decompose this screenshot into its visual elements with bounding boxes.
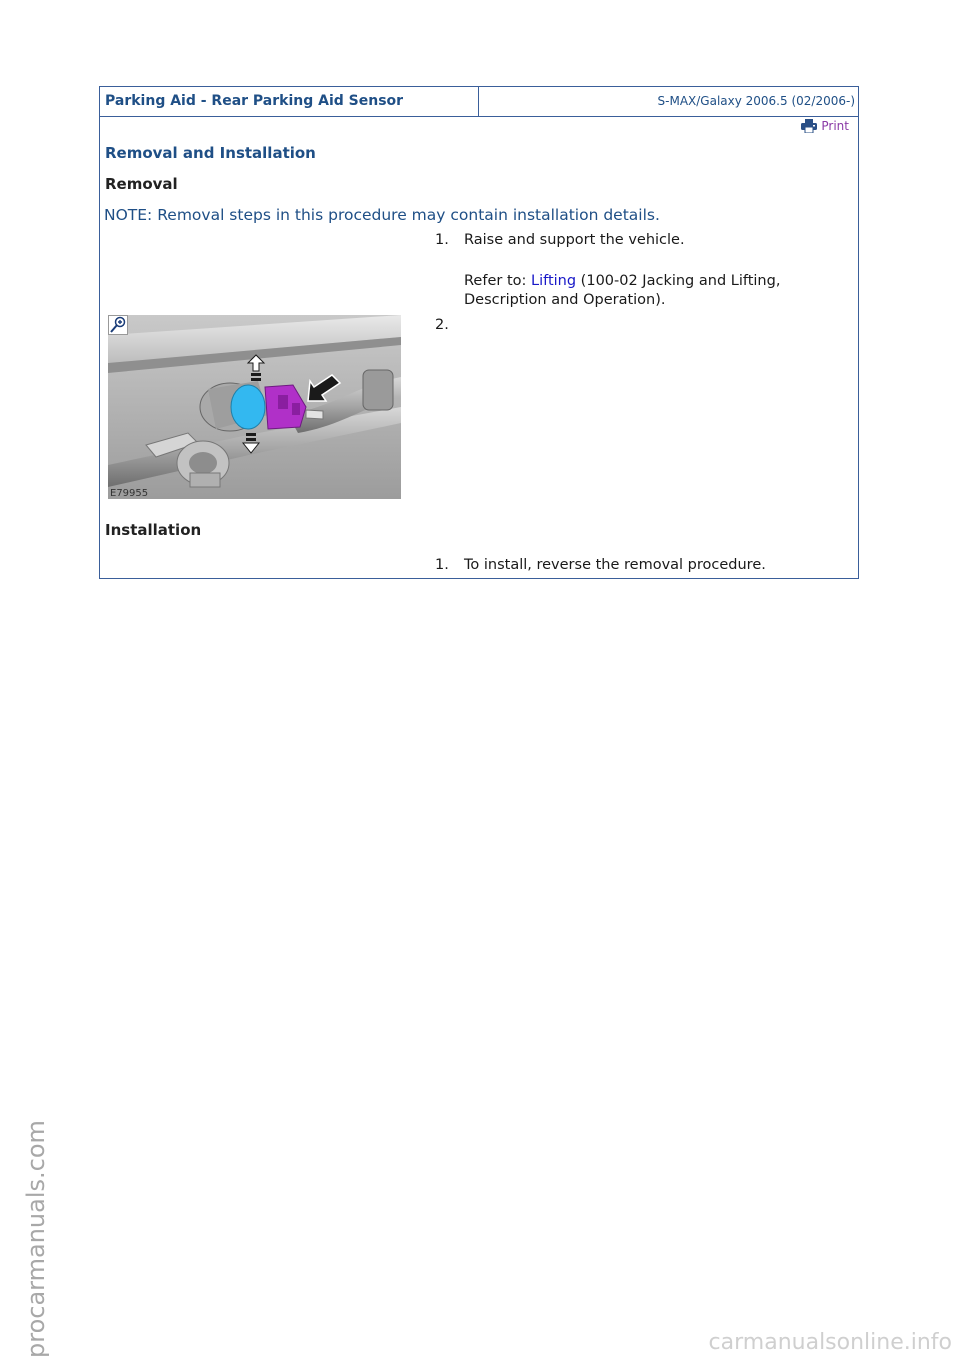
magnify-zoom-icon[interactable] [108,315,128,335]
installation-heading: Installation [105,521,202,539]
side-watermark: procarmanuals.com [22,1120,50,1358]
step-text: Raise and support the vehicle. [464,232,685,248]
print-button[interactable] [801,119,849,133]
refer-suffix: (100-02 Jacking and Lifting, Description and Operation). [464,273,781,308]
step-number: 1. [435,232,449,248]
document-header [100,87,858,117]
print-label: Print [821,119,849,133]
removal-installation-heading: Removal and Installation [105,144,316,162]
document-panel [99,86,859,579]
reference-text [464,272,844,310]
figure-label: E79955 [110,488,149,499]
bottom-watermark: carmanualsonline.info [708,1330,952,1355]
lifting-link[interactable]: Lifting [531,273,577,289]
vehicle-model-label: S-MAX/Galaxy 2006.5 (02/2006-) [657,94,855,108]
refer-prefix: Refer to: [464,273,531,289]
removal-note: NOTE: Removal steps in this procedure may contain installation details. [104,206,660,224]
step-text: To install, reverse the removal procedure. [464,557,766,573]
page-title: Parking Aid - Rear Parking Aid Sensor [100,87,479,116]
step-number: 1. [435,557,449,573]
removal-heading: Removal [105,175,178,193]
printer-icon [801,119,817,133]
sensor-figure[interactable] [108,315,401,499]
step-number: 2. [435,317,449,333]
